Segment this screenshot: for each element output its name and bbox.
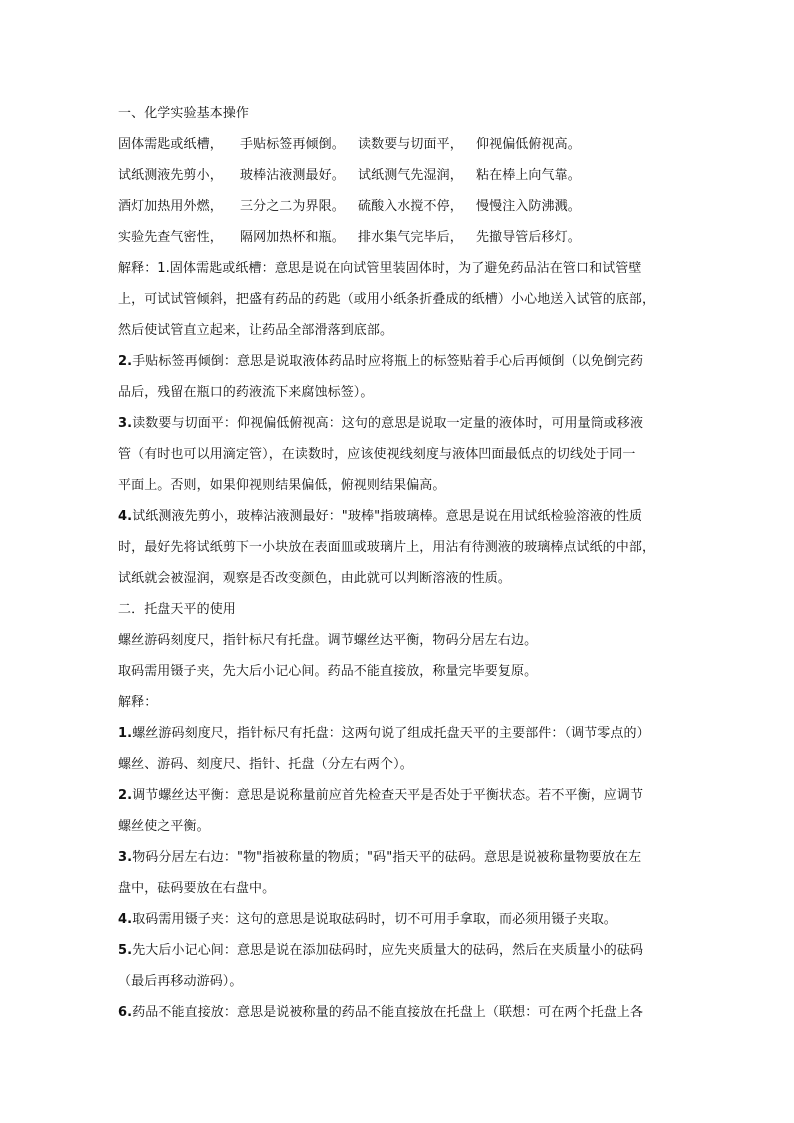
item-number: 3. (118, 850, 133, 865)
explanation-line (118, 842, 678, 873)
verse-line-2 (118, 160, 678, 191)
explanation-text: 时，最好先将试纸剪下一小块放在表面皿或玻璃片上，用沾有待测液的玻璃棒点试纸的中部， (118, 540, 656, 555)
verse-phrase: 隔网加热杯和瓶。 (240, 230, 345, 245)
explanation-text: 盘中，砝码要放在右盘中。 (118, 881, 276, 896)
section-2-title: 二．托盘天平的使用 (118, 602, 236, 617)
explanation-line (118, 284, 678, 315)
verse-line-3 (118, 191, 678, 222)
explanation-line (118, 470, 678, 501)
verse-line-4 (118, 222, 678, 253)
verse-phrase: 三分之二为界限。 (240, 199, 345, 214)
verse-line: 取码需用镊子夹，先大后小记心间。药品不能直接放，称量完毕要复原。 (118, 664, 538, 679)
verse-phrase: 手贴标签再倾倒。 (240, 137, 345, 152)
explanation-line (118, 501, 678, 532)
explanation-text: 试纸就会被湿润，观察是否改变颜色，由此就可以判断溶液的性质。 (118, 571, 512, 586)
explanation-text: 品后，残留在瓶口的药液流下来腐蚀标签）。 (118, 385, 374, 400)
explanation-text: 手贴标签再倾倒：意思是说取液体药品时应将瓶上的标签贴着手心后再倾倒（以免倒完药 (132, 354, 644, 369)
explanation-text: 读数要与切面平：仰视偏低俯视高：这句的意思是说取一定量的液体时，可用量筒或移液 (132, 416, 644, 431)
explanation-label: 解释： (118, 695, 158, 710)
explanation-text: 管（有时也可以用滴定管），在读数时，应该使视线刻度与液体凹面最低点的切线处于同一 (118, 447, 636, 462)
item-number: 4. (118, 912, 133, 927)
explanation-text: （最后再移动游码）。 (118, 974, 243, 989)
explanation-line (118, 408, 678, 439)
explanation-line (118, 904, 678, 935)
explanation-text: 解释：1.固体需匙或纸槽：意思是说在向试管里装固体时，为了避免药品沾在管口和试管壁 (118, 261, 642, 276)
explanation-line (118, 439, 678, 470)
document-body (118, 98, 678, 1028)
explanation-text: 平面上。否则，如果仰视则结果偏低，俯视则结果偏高。 (118, 478, 446, 493)
item-number: 3. (118, 416, 133, 431)
explanation-line (118, 966, 678, 997)
item-number: 6. (118, 1005, 133, 1020)
item-number: 4. (118, 509, 133, 524)
explanation-line (118, 532, 678, 563)
explanation-text: 试纸测液先剪小，玻棒沾液测最好："玻棒"指玻璃棒。意思是说在用试纸检验溶液的性质 (132, 509, 643, 524)
explanation-line (118, 563, 678, 594)
item-number: 2. (118, 788, 133, 803)
explanation-text: 螺丝使之平衡。 (118, 819, 210, 834)
explanation-line (118, 253, 678, 284)
explanation-text: 螺丝、游码、刻度尺、指针、托盘（分左右两个）。 (118, 757, 413, 772)
explanation-text: 先大后小记心间：意思是说在添加砝码时，应先夹质量大的砝码，然后在夹质量小的砝码 (132, 943, 644, 958)
verse-phrase: 慢慢注入防沸溅。 (476, 199, 581, 214)
item-number: 2. (118, 354, 133, 369)
verse-phrase: 硫酸入水搅不停， (358, 199, 463, 214)
explanation-line (118, 780, 678, 811)
explanation-text: 物码分居左右边："物"指被称量的物质；"码"指天平的砝码。意思是说被称量物要放在左 (132, 850, 642, 865)
verse-line: 螺丝游码刻度尺，指针标尺有托盘。调节螺丝达平衡，物码分居左右边。 (118, 633, 538, 648)
item-number: 1. (118, 726, 133, 741)
verse-phrase: 试纸测气先湿润， (358, 168, 463, 183)
verse-phrase: 粘在棒上向气靠。 (476, 168, 581, 183)
explanation-text: 药品不能直接放：意思是说被称量的药品不能直接放在托盘上（联想：可在两个托盘上各 (132, 1005, 644, 1020)
verse-phrase: 先撤导管后移灯。 (476, 230, 581, 245)
explanation-line (118, 718, 678, 749)
item-number: 5. (118, 943, 133, 958)
verse-phrase: 固体需匙或纸槽， (118, 137, 223, 152)
explanation-text: 调节螺丝达平衡：意思是说称量前应首先检查天平是否处于平衡状态。若不平衡，应调节 (132, 788, 644, 803)
verse-phrase: 玻棒沾液测最好。 (240, 168, 345, 183)
verse-phrase: 排水集气完毕后， (358, 230, 463, 245)
verse-phrase: 酒灯加热用外燃， (118, 199, 223, 214)
verse-line-1 (118, 129, 678, 160)
explanation-line (118, 997, 678, 1028)
verse-phrase: 实验先查气密性， (118, 230, 223, 245)
explanation-text: 上，可试试管倾斜，把盛有药品的药匙（或用小纸条折叠成的纸槽）小心地送入试管的底部， (118, 292, 656, 307)
explanation-line (118, 749, 678, 780)
verse-phrase: 试纸测液先剪小， (118, 168, 223, 183)
explanation-text: 螺丝游码刻度尺，指针标尺有托盘：这两句说了组成托盘天平的主要部件：（调节零点的） (132, 726, 650, 741)
explanation-line (118, 873, 678, 904)
section-1-title: 一、化学实验基本操作 (118, 106, 250, 121)
explanation-line (118, 377, 678, 408)
explanation-line (118, 935, 678, 966)
explanation-text: 取码需用镊子夹：这句的意思是说取砝码时，切不可用手拿取，而必须用镊子夹取。 (132, 912, 617, 927)
explanation-line (118, 346, 678, 377)
verse-phrase: 读数要与切面平， (358, 137, 463, 152)
explanation-text: 然后使试管直立起来，让药品全部滑落到底部。 (118, 323, 394, 338)
verse-phrase: 仰视偏低俯视高。 (476, 137, 581, 152)
explanation-line (118, 315, 678, 346)
explanation-line (118, 811, 678, 842)
